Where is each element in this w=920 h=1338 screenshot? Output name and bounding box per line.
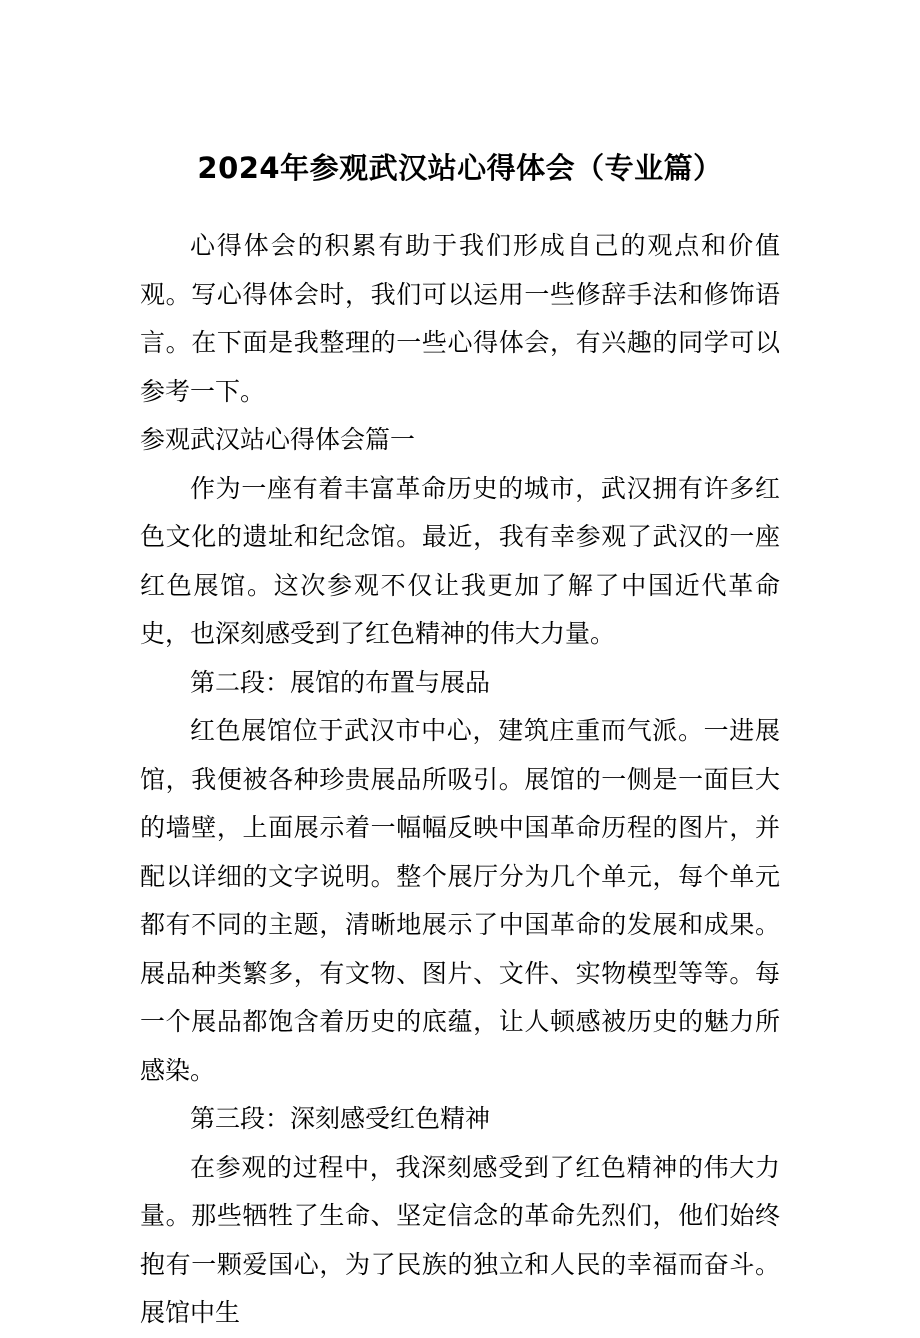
section-heading-part-two: 第二段：展馆的布置与展品	[190, 667, 491, 697]
paragraph-red-spirit: 在参观的过程中，我深刻感受到了红色精神的伟大力量。那些牺牲了生命、坚定信念的革命先烈们，他们始终抱有一颗爱国心，为了民族的独立和人民的幸福而奋斗。展馆中生	[140, 1152, 780, 1327]
paragraph-exhibition: 红色展馆位于武汉市中心，建筑庄重而气派。一进展馆，我便被各种珍贵展品所吸引。展馆的一侧是一面巨大的墙壁，上面展示着一幅幅反映中国革命历程的图片，并配以详细的文字说明。整个展厅分为几个单元，每个单元都有不同的主题，清晰地展示了中国革命的发展和成果。展品种类繁多，有文物、图片、文件、实物模型等等。每一个展品都饱含着历史的底蕴，让人顿感被历史的魅力所感染。	[140, 716, 780, 1085]
paragraph-intro: 心得体会的积累有助于我们形成自己的观点和价值观。写心得体会时，我们可以运用一些修辞手法和修饰语言。在下面是我整理的一些心得体会，有兴趣的同学可以参考一下。	[140, 231, 780, 406]
document-title: 2024年参观武汉站心得体会（专业篇）	[197, 151, 723, 185]
section-heading-part-one: 参观武汉站心得体会篇一	[140, 425, 416, 454]
document-body	[140, 222, 780, 1338]
section-heading-part-three: 第三段：深刻感受红色精神	[190, 1104, 491, 1133]
paragraph-first-section: 作为一座有着丰富革命历史的城市，武汉拥有许多红色文化的遗址和纪念馆。最近，我有幸参观了武汉的一座红色展馆。这次参观不仅让我更加了解了中国近代革命史，也深刻感受到了红色精神的伟大力量。	[140, 473, 780, 648]
